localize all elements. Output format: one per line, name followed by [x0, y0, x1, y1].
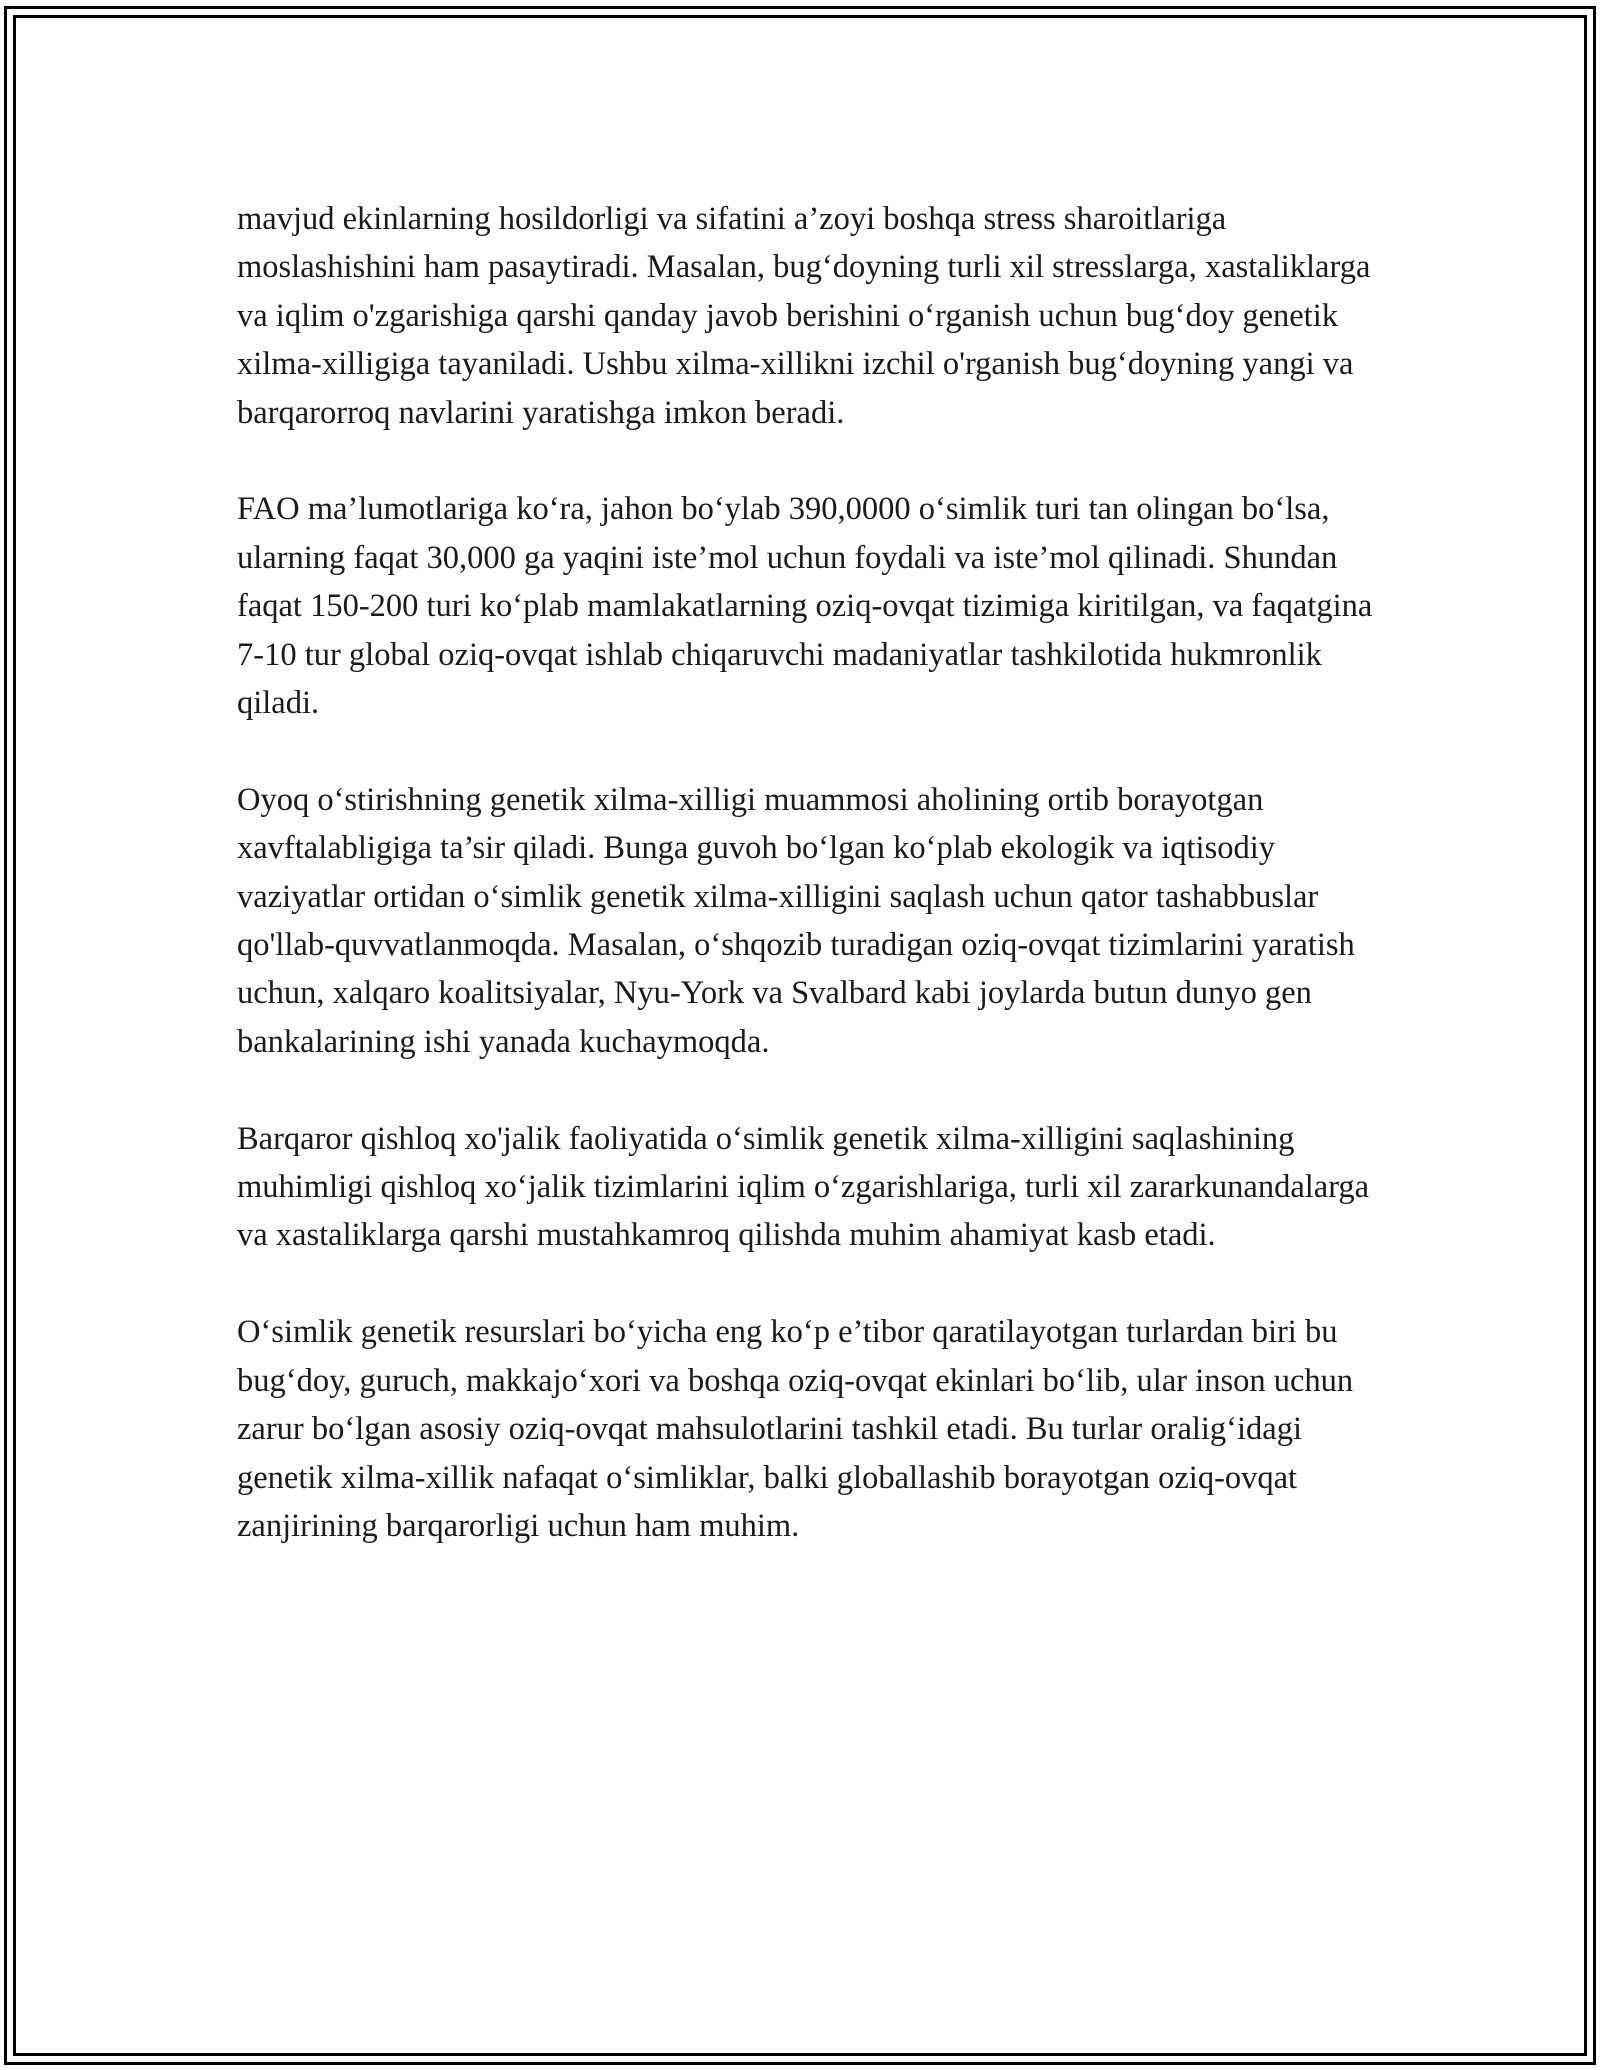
document-page — [4, 6, 1596, 2065]
paragraph-1: mavjud ekinlarning hosildorligi va sifatini a’zoyi boshqa stress sharoitlariga moslashishini ham pasaytiradi. Masalan, bug‘doyning turli xil stresslarga, xastaliklarga va iqlim o'zgarishiga qarshi qanday javob berishini o‘rganish uchun bug‘doy genetik xilma-xilligiga tayaniladi. Ushbu xilma-xillikni izchil o'rganish bug‘doyning yangi va barqarorroq navlarini yaratishga imkon beradi. — [237, 201, 1371, 431]
paragraph-5: O‘simlik genetik resurslari bo‘yicha eng ko‘p e’tibor qaratilayotgan turlardan biri bu bug‘doy, guruch, makkajo‘xori va boshqa oziq-ovqat ekinlari bo‘lib, ular inson uchun zarur bo‘lgan asosiy oziq-ovqat mahsulotlarini tashkil etadi. Bu turlar oralig‘idagi genetik xilma-xillik nafaqat o‘simliklar, balki globallashib borayotgan oziq-ovqat zanjirining barqarorligi uchun ham muhim. — [237, 1314, 1354, 1544]
document-body — [237, 195, 1397, 1599]
paragraph-4: Barqaror qishloq xo'jalik faoliyatida o‘simlik genetik xilma-xilligini saqlashining muhimligi qishloq xo‘jalik tizimlarini iqlim o‘zgarishlariga, turli xil zararkunandalarga va xastaliklarga qarshi mustahkamroq qilishda muhim ahamiyat kasb etadi. — [237, 1120, 1370, 1254]
paragraph-3: Oyoq o‘stirishning genetik xilma-xilligi muammosi aholining ortib borayotgan xavftalabligiga ta’sir qiladi. Bunga guvoh bo‘lgan ko‘plab ekologik va iqtisodiy vaziyatlar ortidan o‘simlik genetik xilma-xilligini saqlash uchun qator tashabbuslar qo'llab-quvvatlanmoqda. Masalan, o‘shqozib turadigan oziq-ovqat tizimlarini yaratish uchun, xalqaro koalitsiyalar, Nyu-York va Svalbard kabi joylarda butun dunyo gen bankalarining ishi yanada kuchaymoqda. — [237, 781, 1355, 1060]
paragraph-2: FAO ma’lumotlariga ko‘ra, jahon bo‘ylab 390,0000 o‘simlik turi tan olingan bo‘lsa, ularning faqat 30,000 ga yaqini iste’mol uchun foydali va iste’mol qilinadi. Shundan faqat 150-200 turi ko‘plab mamlakatlarning oziq-ovqat tizimiga kiritilgan, va faqatgina 7-10 tur global oziq-ovqat ishlab chiqaruvchi madaniyatlar tashkilotida hukmronlik qiladi. — [237, 491, 1373, 722]
